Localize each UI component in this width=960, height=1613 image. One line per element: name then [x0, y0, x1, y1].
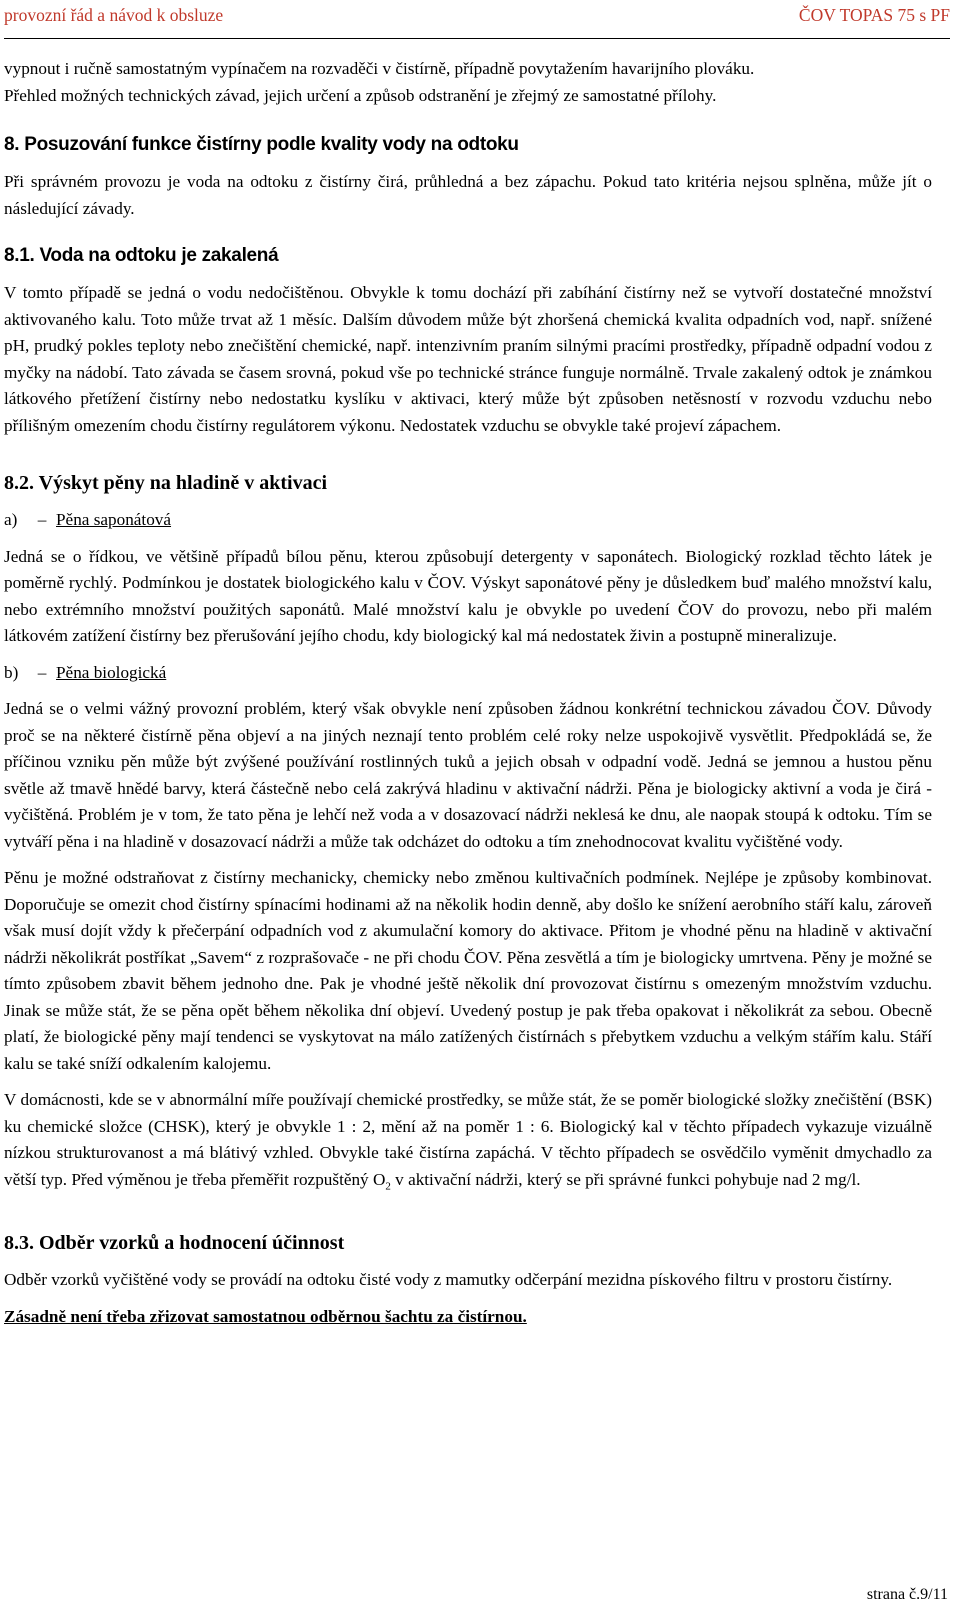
page-number: strana č.9/11 — [866, 1586, 948, 1603]
oxygen-subscript: 2 — [385, 1179, 391, 1192]
subsection-b-title: Pěna biologická — [56, 662, 167, 682]
subsection-b-paragraph-2: Pěnu je možné odstraňovat z čistírny mechanicky, chemicky nebo změnou kultivačních podmínek. Nejlépe je způsoby kombinovat. Doporučuje se omezit chod čistírny spínacími hodinami až na několik hodin denně, aby došlo ke snížení aerobního stáří kalu, zároveň však musí dojít vždy k přečerpání odpadních vod z akumulační komory do aktivace. Přitom je vhodné pěnu na hladině v aktivační nádrži několikrát postříkat „Savem“ z rozprašovače - ne při chodu ČOV. Pěna zesvětlá a tím je biologicky umrtvena. Pěny je možné se tímto způsobem zbavit během jednoho dne. Pak je vhodné ještě několik dní provozovat čistírnu s omezeným množstvím vzduchu. Jinak se může stát, že se pěna opět během několika dní objeví. Uvedený postup je pak třeba opakovat i několikrát za sebou. Obecně platí, že biologické pěny mají tendenci se vyskytovat na málo zatížených čistírnách s přebytkem vzduchu a velkým stářím kalu. Stáří kalu se také sníží odkalením kalojemu. — [4, 868, 932, 1073]
subsection-b-heading — [4, 660, 932, 687]
header-product-name: ČOV TOPAS 75 s PF — [798, 5, 950, 25]
subsection-b-label: b) — [4, 662, 19, 682]
section-8-heading: 8. Posuzování funkce čistírny podle kvality vody na odtoku — [4, 134, 519, 155]
section-8-2-heading: 8.2. Výskyt pěny na hladině v aktivaci — [4, 472, 328, 494]
subsection-b-paragraph-3 — [4, 1087, 932, 1199]
section-8-1-paragraph: V tomto případě se jedná o vodu nedočištěnou. Obvykle k tomu dochází při zabíhání čistírny než se vytvoří dostatečné množství aktivovaného kalu. Toto může trvat až 1 měsíc. Dalším důvodem může být zhoršená chemická kvalita odpadních vod, např. snížené pH, prudký pokles teploty nebo znečištění chemické, např. intenzivním praním silnými pracími prostředky, případně odpadní vodou z myčky na nádobí. Tato závada se časem srovná, pokud vše po technické stránce funguje normálně. Trvale zakalený odtok je známkou látkového přetížení čistírny nebo nedostatku kyslíku v aktivaci, který může být způsoben netěsností v rozvodu vzduchu nebo přílišným omezením chodu čistírny regulátorem výkonu. Nedostatek vzduchu se obvykle také projeví zápachem. — [4, 283, 932, 435]
paragraph-3-text-a: V domácnosti, kde se v abnormální míře používají chemické prostředky, se může stát, že se poměr biologické složky znečištění (BSK) ku chemické složce (CHSK), který je obvykle 1 : 2, mění až na poměr 1 : 6. Biologický kal v těchto případech vykazuje vizuálně nízkou strukturovanost a má blátivý vzhled. Obvykle také čistírna zapáchá. V těchto případech se osvědčilo vyměnit dmychadlo za větší typ. Před výměnou je třeba přeměřit rozpuštěný O — [4, 1090, 932, 1189]
subsection-a-heading — [4, 507, 932, 534]
subsection-a-title: Pěna saponátová — [56, 510, 172, 529]
subsection-b-paragraph-1: Jedná se o velmi vážný provozní problém, který však obvykle není způsoben žádnou konkrétní technickou závadou ČOV. Důvody proč se na některé čistírně pěna objeví a na jiných neznají tento problém celé roky nelze uspokojivě vysvětlit. Předpokládá se, že příčinou vzniku pěn může být zvýšené používání rostlinných tuků a jejich obsah v odpadní vodě. Jedná se jemnou a hustou pěnu světle až tmavě hnědé barvy, která částečně nebo celá zakrývá hladinu v aktivační nádrži. Pěna je biologicky aktivní a voda je čirá - vyčištěná. Problém je v tom, že tato pěna je lehčí než voda a v dosazovací nádrži neklesá ke dnu, ale naopak stoupá k odtoku. Tím se vytváří pěna i na hladině v dosazovací nádrži a může tak odcházet do odtoku a tím znehodnocovat kvalitu vyčištěné vody. — [4, 699, 932, 851]
section-8-3-note: Zásadně není třeba zřizovat samostatnou odběrnou šachtu za čistírnou. — [4, 1306, 527, 1326]
section-8-paragraph: Při správném provozu je voda na odtoku z čistírny čirá, průhledná a bez zápachu. Pokud tato kritéria nejsou splněna, může jít o následující závady. — [4, 172, 932, 218]
page-header — [4, 0, 950, 39]
section-8-3-paragraph: Odběr vzorků vyčištěné vody se provádí na odtoku čisté vody z mamutky odčerpání mezidna pískového filtru v prostoru čistírny. — [4, 1270, 893, 1290]
intro-paragraph-2: Přehled možných technických závad, jejich určení a způsob odstranění je zřejmý ze samostatné přílohy. — [4, 85, 717, 105]
section-8-3-heading: 8.3. Odběr vzorků a hodnocení účinnost — [4, 1232, 345, 1255]
subsection-a-paragraph: Jedná se o řídkou, ve většině případů bílou pěnu, kterou způsobují detergenty v saponátech. Biologický rozklad těchto látek je poměrně rychlý. Podmínkou je dostatek biologického kalu v ČOV. Výskyt saponátové pěny je důsledkem buď malého množství kalu, nebo extrémního množství použitých saponátů. Malé množství kalu je obvykle po uvedení ČOV do provozu, nebo při malém látkovém zatížení čistírny bez přerušování jejího chodu, kdy biologický kal má nedostatek živin a postupně mineralizuje. — [4, 546, 932, 645]
document-body — [4, 56, 932, 1330]
subsection-a-label: a) — [4, 510, 18, 529]
subsection-a-dash: – — [37, 510, 47, 529]
intro-paragraph-1: vypnout i ručně samostatným vypínačem na rozvaděči v čistírně, případně povytažením havarijního plováku. — [4, 59, 755, 78]
section-8-1-heading: 8.1. Voda na odtoku je zakalená — [4, 245, 279, 266]
paragraph-3-text-b: v aktivační nádrži, který se při správné funkci pohybuje nad 2 mg/l. — [390, 1169, 861, 1189]
subsection-b-dash: – — [37, 662, 47, 682]
header-doc-title: provozní řád a návod k obsluze — [4, 5, 224, 25]
